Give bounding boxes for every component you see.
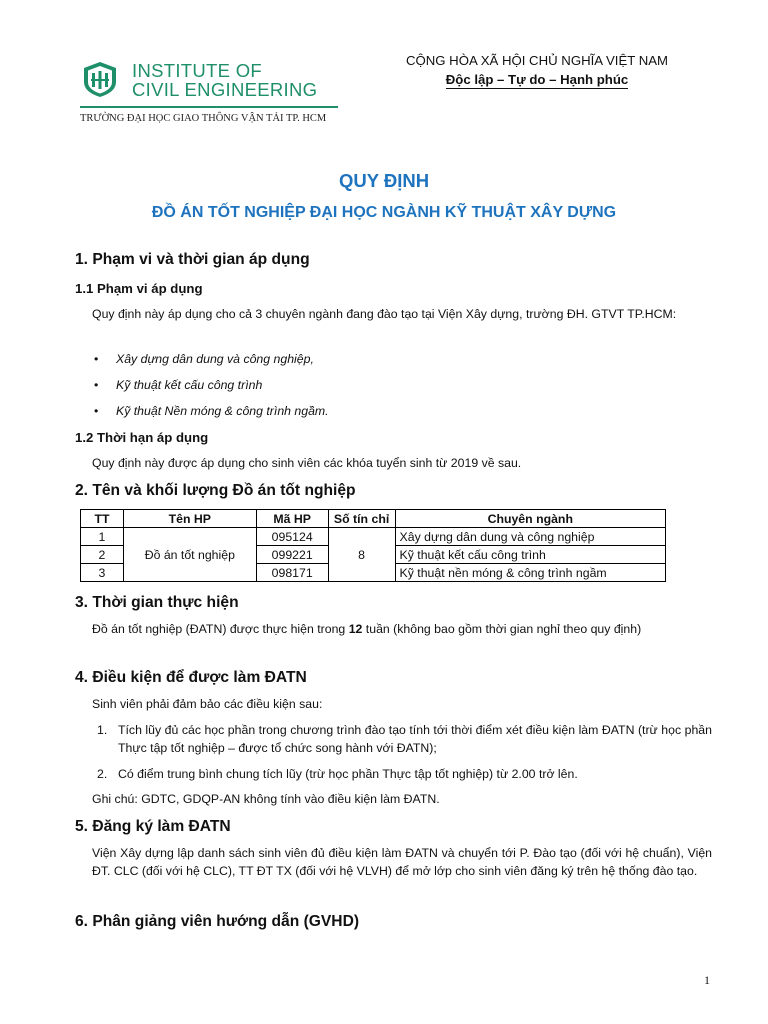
table-header-cell: TT [81,510,124,528]
section-2-heading: 2. Tên và khối lượng Đồ án tốt nghiệp [75,482,356,499]
list-item [92,766,712,784]
section-1-heading: 1. Phạm vi và thời gian áp dụng [75,251,310,268]
table-cell: Kỹ thuật nền móng & công trình ngầm [395,564,665,582]
list-item: • Kỹ thuật kết cấu công trình [116,378,262,392]
section-4-heading: 4. Điều kiện để được làm ĐATN [75,669,307,686]
table-cell: Kỹ thuật kết cấu công trình [395,546,665,564]
document-title: QUY ĐỊNH [338,170,430,191]
table-cell: 098171 [256,564,328,582]
table-cell-credits: 8 [328,528,395,582]
table-cell: 099221 [256,546,328,564]
list-item-number: 1. [97,723,108,737]
section-6-heading: 6. Phân giảng viên hướng dẫn (GVHD) [75,913,360,930]
section-1-1-paragraph: Quy định này áp dụng cho cả 3 chuyên ngành đang đào tạo tại Viện Xây dựng, trường ĐH. GTVT TP.HCM: [92,307,677,321]
section-5-heading: 5. Đăng ký làm ĐATN [75,818,231,835]
list-item-text: Có điểm trung bình chung tích lũy (trừ học phần Thực tập tốt nghiệp) từ 2.00 trở lên. [118,767,578,781]
section-1-2-paragraph: Quy định này được áp dụng cho sinh viên các khóa tuyển sinh từ 2019 về sau. [92,456,522,470]
table-header-cell: Số tín chỉ [328,510,395,528]
table-header-cell: Tên HP [123,510,256,528]
national-motto [392,52,682,89]
institute-logo [80,58,350,138]
section-1-1-heading: 1.1 Phạm vi áp dụng [75,281,203,296]
table-header-cell: Mã HP [256,510,328,528]
list-item: • Kỹ thuật Nền móng & công trình ngầm. [116,404,329,418]
institute-emblem-icon [80,60,120,98]
table-cell: Xây dựng dân dung và công nghiệp [395,528,665,546]
table-row [81,528,666,546]
university-name: TRƯỜNG ĐẠI HỌC GIAO THÔNG VẬN TẢI TP. HCM [80,113,327,124]
national-slogan: Độc lập – Tự do – Hạnh phúc [445,72,629,87]
national-name: CỘNG HÒA XÃ HỘI CHỦ NGHĨA VIỆT NAM [405,53,669,68]
section-3-heading: 3. Thời gian thực hiện [75,594,239,611]
table-header-cell: Chuyên ngành [395,510,665,528]
section-5-paragraph: Viện Xây dựng lập danh sách sinh viên đủ điều kiện làm ĐATN và chuyển tới P. Đào tạo (đối với hệ chuẩn), Viện ĐT. CLC (đối với hệ CLC), TT ĐT TX (đối với hệ VLVH) để mở lớp cho sinh viên đăng ký trên hệ thống đào tạo. [92,846,712,878]
section-4-intro: Sinh viên phải đảm bảo các điều kiện sau: [92,697,323,711]
table-cell: 2 [81,546,124,564]
list-item: • Xây dựng dân dung và công nghiệp, [116,352,314,366]
course-table [80,509,666,582]
logo-text-line1: INSTITUTE OF [132,60,263,81]
list-item [92,722,712,758]
table-cell-course-name: Đồ án tốt nghiệp [123,528,256,582]
logo-divider [80,106,338,108]
section-1-2-heading: 1.2 Thời hạn áp dụng [75,430,209,445]
table-header-row [81,510,666,528]
section-3-text-b: tuần (không bao gồm thời gian nghỉ theo quy định) [362,622,642,636]
table-cell: 095124 [256,528,328,546]
list-item-text: Tích lũy đủ các học phần trong chương trình đào tạo tính tới thời điểm xét điều kiện làm ĐATN (trừ học phần Thực tập tốt nghiệp – được tổ chức song hành với ĐATN); [118,723,712,755]
table-cell: 3 [81,564,124,582]
page-number: 1 [704,973,710,987]
section-3-weeks: 12 [348,622,363,636]
section-3-text-a: Đồ án tốt nghiệp (ĐATN) được thực hiện trong [92,622,349,636]
table-cell: 1 [81,528,124,546]
list-item-number: 2. [97,767,108,781]
document-subtitle: ĐỒ ÁN TỐT NGHIỆP ĐẠI HỌC NGÀNH KỸ THUẬT XÂY DỰNG [151,204,617,221]
section-3-paragraph [92,621,712,639]
section-4-note: Ghi chú: GDTC, GDQP-AN không tính vào điều kiện làm ĐATN. [92,792,440,806]
logo-text-line2: CIVIL ENGINEERING [132,79,318,100]
